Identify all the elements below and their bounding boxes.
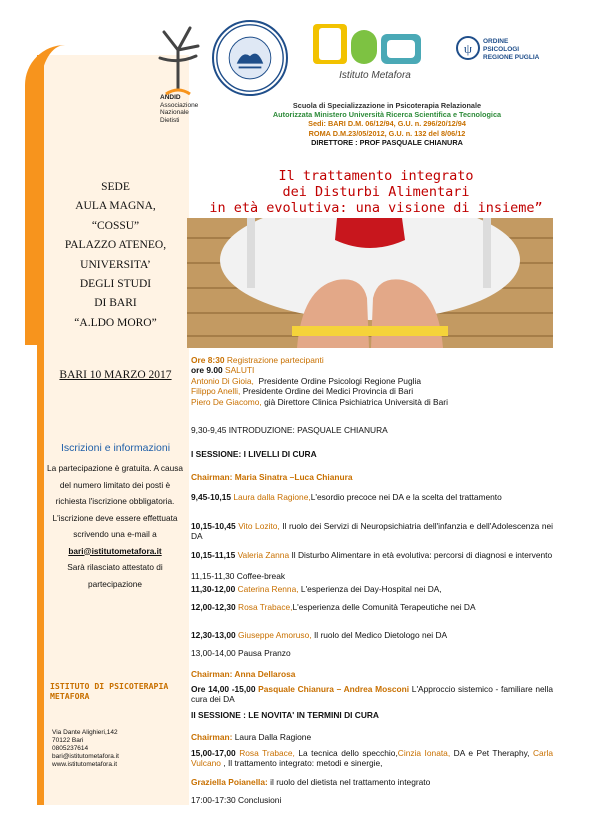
coffee-break: 11,15-11,30 Coffee-break bbox=[191, 571, 286, 581]
talk-item: 10,15-10,45 Vito Lozito, Il ruolo dei Servizi di Neuropsichiatria dell'infanzia e dell'Adolescenza nei DA bbox=[191, 521, 554, 542]
school-name: Scuola di Specializzazione in Psicoterapia Relazionale bbox=[292, 101, 482, 110]
introduction-slot: 9,30-9,45 INTRODUZIONE: PASQUALE CHIANURA bbox=[191, 425, 388, 435]
session-2-heading: II SESSIONE : LE NOVITA' IN TERMINI DI CURA bbox=[191, 710, 379, 720]
school-director: DIRETTORE : PROF PASQUALE CHIANURA bbox=[311, 137, 463, 147]
contact-email-link[interactable]: bari@istitutometafora.it bbox=[52, 752, 119, 760]
event-date: BARI 10 MARZO 2017 bbox=[59, 369, 172, 381]
talk-item: 9,45-10,15 Laura dalla Ragione,L'esordio precoce nei DA e la scelta del trattamento bbox=[191, 492, 502, 502]
greeting-speaker: Filippo Anelli, Presidente Ordine dei Medici Provincia di Bari bbox=[191, 386, 414, 396]
greeting-speaker: Antonio Di Gioia, Presidente Ordine Psicologi Regione Puglia bbox=[191, 376, 421, 386]
metafora-logo-text: Istituto Metafora bbox=[339, 70, 411, 81]
school-seat-bari: Sedi: BARI D.M. 06/12/94, G.U. n. 296/20/12/94 bbox=[308, 119, 466, 129]
closing-slot: 17:00-17:30 Conclusioni bbox=[191, 795, 282, 805]
hero-photo bbox=[187, 218, 553, 348]
ordine-logo-text: ORDINE PSICOLOGI REGIONE PUGLIA bbox=[483, 38, 540, 61]
greetings-slot: ore 9.00 SALUTI bbox=[191, 365, 255, 375]
talk-item: 12,30-13,00 Giuseppe Amoruso, Il ruolo del Medico Dietologo nei DA bbox=[191, 630, 448, 640]
talk-item: 10,15-11,15 Valeria Zanna Il Disturbo Alimentare in età evolutiva: percorsi di diagnosi e intervento bbox=[191, 550, 553, 560]
talk-item: 12,00-12,30 Rosa Trabace,L'esperienza delle Comunità Terapeutiche nei DA bbox=[191, 602, 476, 612]
ordine-psicologi-logo-icon bbox=[455, 34, 481, 62]
talk-item: Graziella Poianella: il ruolo del dietista nel trattamento integrato bbox=[191, 777, 431, 787]
svg-text:ψ: ψ bbox=[463, 41, 473, 56]
event-title: Il trattamento integrato dei Disturbi Alimentari in età evolutiva: una visione di insieme” bbox=[209, 168, 543, 216]
registration-email-link[interactable]: bari@istitutometafora.it bbox=[68, 545, 162, 556]
lunch-break: 13,00-14,00 Pausa Pranzo bbox=[191, 648, 291, 658]
talk-item: Ore 14,00 -15,00 Pasquale Chianura – Andrea Mosconi L'Approccio sistemico - familiare nella cura dei DA bbox=[191, 684, 554, 705]
istituto-metafora-logo-icon bbox=[305, 22, 445, 94]
medical-order-seal-icon bbox=[212, 20, 288, 96]
school-authorization: Autorizzata Ministero Università Ricerca Scientifica e Tecnologica bbox=[272, 110, 502, 120]
session-2-chair: Chairman: Laura Dalla Ragione bbox=[191, 732, 312, 742]
greeting-speaker: Piero De Giacomo, già Direttore Clinica Psichiatrica Università di Bari bbox=[191, 397, 448, 407]
school-seat-roma: ROMA D.M.23/05/2012, G.U. n. 132 del 8/06/12 bbox=[308, 128, 466, 138]
talk-item: 11,30-12,00 Caterina Renna, L'esperienza dei Day-Hospital nei DA, bbox=[191, 584, 442, 594]
registration-slot: Ore 8:30 Registrazione partecipanti bbox=[191, 355, 324, 365]
registration-info: La partecipazione è gratuita. A causa del numero limitato dei posti è richiesta l'iscrizione obbligatoria. L'iscrizione deve essere effettuata scrivendo una e-mail a bari@istitutometafora.it Sarà rilasciato attestato di partecipazione bbox=[46, 463, 184, 589]
talk-item: 15,00-17,00 Rosa Trabace, La tecnica dello specchio,Cinzia Ionata, DA e Pet Theraphy, Carla Vulcano , Il trattamento integrato: metodi e sinergie, bbox=[191, 748, 554, 769]
session-chair: Chairman: Anna Dellarosa bbox=[191, 669, 296, 679]
website-link[interactable]: www.istitutometafora.it bbox=[52, 760, 118, 768]
session-1-heading: I SESSIONE: I LIVELLI DI CURA bbox=[191, 449, 317, 459]
andid-logo-text: ANDID Associazione Nazionale Dietisti bbox=[160, 94, 199, 124]
registration-heading: Iscrizioni e informazioni bbox=[60, 442, 171, 454]
institute-name: ISTITUTO DI PSICOTERAPIA METAFORA bbox=[50, 681, 169, 701]
school-header bbox=[237, 101, 537, 147]
venue-block: SEDE AULA MAGNA, “COSSU” PALAZZO ATENEO, UNIVERSITA’ DEGLI STUDI DI BARI “A.LDO MORO” bbox=[64, 181, 167, 329]
session-1-chair: Chairman: Maria Sinatra –Luca Chianura bbox=[191, 472, 353, 482]
contact-address: Via Dante Alighieri,142 70122 Bari 0805237614 bari@istitutometafora.it www.istitutometafora.it bbox=[52, 729, 182, 769]
